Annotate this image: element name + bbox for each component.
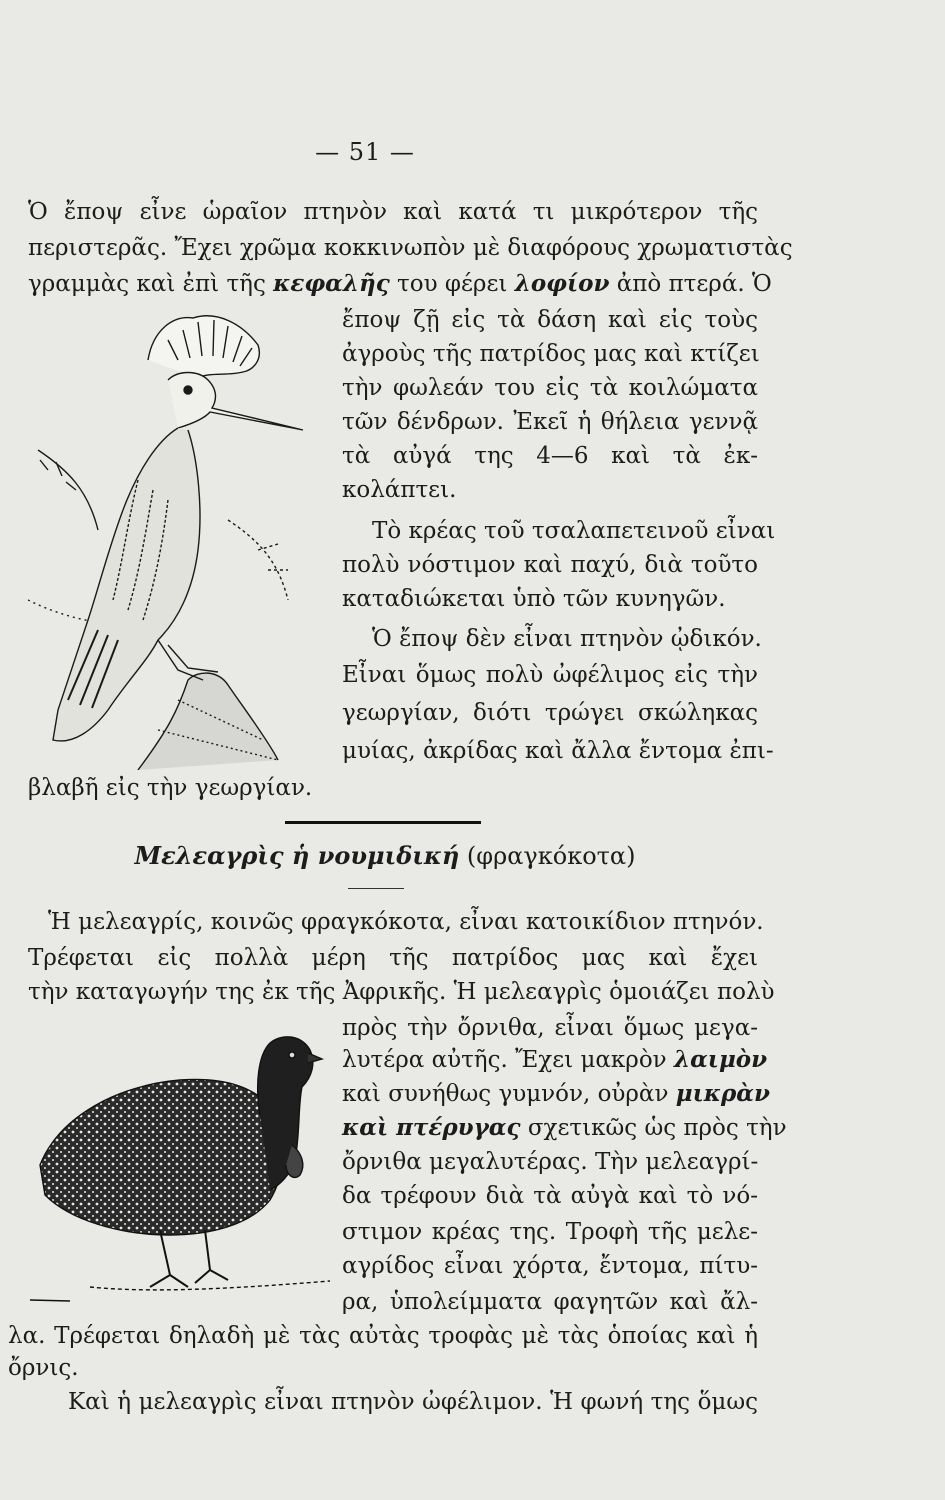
keyword: καὶ πτέρυγας	[342, 1114, 521, 1141]
text-line: βλαβῆ εἰς τὴν γεωργίαν.	[28, 775, 313, 801]
text-line: τὰ αὐγά της 4—6 καὶ τὰ ἐκ-	[342, 443, 758, 469]
heading-underline	[348, 888, 404, 889]
text-line: Τρέφεται εἰς πολλὰ μέρη τῆς πατρίδος μας καὶ ἔχει	[28, 945, 758, 971]
text-line: καὶ συνήθως γυμνόν, οὐρὰν μικρὰν	[342, 1080, 770, 1107]
keyword: μικρὰν	[675, 1080, 770, 1107]
text-line: δα τρέφουν διὰ τὰ αὐγὰ καὶ τὸ νό-	[342, 1183, 758, 1209]
text-line: Εἶναι ὅμως πολὺ ὠφέλιμος εἰς τὴν	[342, 662, 758, 688]
text-line: ὄρνιθα μεγαλυτέρας. Τὴν μελεαγρί-	[342, 1149, 759, 1175]
text-line: Ὁ ἔποψ εἶνε ὡραῖον πτηνὸν καὶ κατά τι μικρότερον τῆς	[28, 199, 758, 225]
hoopoe-illustration	[28, 300, 320, 770]
keyword: κεφαλῆς	[273, 270, 390, 297]
page-number: — 51 —	[315, 138, 415, 166]
text-line: λυτέρα αὐτῆς. Ἔχει μακρὸν λαιμὸν	[342, 1046, 768, 1073]
text-line: τῶν δένδρων. Ἐκεῖ ἡ θήλεια γεννᾷ	[342, 409, 758, 435]
text-line: Τὸ κρέας τοῦ τσαλαπετεινοῦ εἶναι	[372, 518, 776, 544]
text-line: κολάπτει.	[342, 477, 457, 503]
text-line: γεωργίαν, διότι τρώγει σκώληκας	[342, 700, 758, 726]
text-line: γραμμὰς καὶ ἐπὶ τῆς κεφαλῆς του φέρει λοφίον ἀπὸ πτερά. Ὁ	[28, 270, 772, 297]
text-line: Ἡ μελεαγρίς, κοινῶς φραγκόκοτα, εἶναι κατοικίδιον πτηνόν.	[48, 909, 764, 935]
keyword: λοφίον	[514, 270, 610, 297]
section-heading: Μελεαγρὶς ἡ νουμιδική (φραγκόκοτα)	[134, 841, 636, 870]
text-line: Ὁ ἔποψ δὲν εἶναι πτηνὸν ᾠδικόν.	[372, 626, 762, 652]
text-line: ἀγροὺς τῆς πατρίδος μας καὶ κτίζει	[342, 341, 760, 367]
text-line: τὴν καταγωγήν της ἐκ τῆς Ἀφρικῆς. Ἡ μελεαγρὶς ὁμοιάζει πολὺ	[28, 979, 775, 1005]
text-line: ρα, ὑπολείμματα φαγητῶν καὶ ἄλ-	[342, 1289, 758, 1315]
section-divider	[285, 821, 481, 824]
text-line: ὄρνις.	[8, 1355, 79, 1381]
text-line: πρὸς τὴν ὄρνιθα, εἶναι ὅμως μεγα-	[342, 1015, 758, 1041]
text-line: λα. Τρέφεται δηλαδὴ μὲ τὰς αὐτὰς τροφὰς μὲ τὰς ὁποίας καὶ ἡ	[8, 1323, 758, 1349]
text-line: Καὶ ἡ μελεαγρὶς εἶναι πτηνὸν ὠφέλιμον. Ἡ φωνή της ὅμως	[68, 1389, 758, 1415]
text-line: ἔποψ ζῇ εἰς τὰ δάση καὶ εἰς τοὺς	[342, 307, 758, 333]
text-line: στιμον κρέας της. Τροφὴ τῆς μελε-	[342, 1219, 758, 1245]
text-line: καὶ πτέρυγας σχετικῶς ὡς πρὸς τὴν	[342, 1114, 787, 1141]
text-line: αγρίδος εἶναι χόρτα, ἔντομα, πίτυ-	[342, 1253, 758, 1279]
text-line: καταδιώκεται ὑπὸ τῶν κυνηγῶν.	[342, 586, 726, 612]
text-line: πολὺ νόστιμον καὶ παχύ, διὰ τοῦτο	[342, 552, 758, 578]
guinea-fowl-illustration	[30, 1025, 335, 1315]
keyword: λαιμὸν	[673, 1046, 768, 1073]
text-line: τὴν φωλεάν του εἰς τὰ κοιλώματα	[342, 375, 758, 401]
text-line: μυίας, ἀκρίδας καὶ ἄλλα ἔντομα ἐπι-	[342, 738, 774, 764]
text-line: περιστερᾶς. Ἔχει χρῶμα κοκκινωπὸν μὲ διαφόρους χρωματιστὰς	[28, 235, 793, 261]
